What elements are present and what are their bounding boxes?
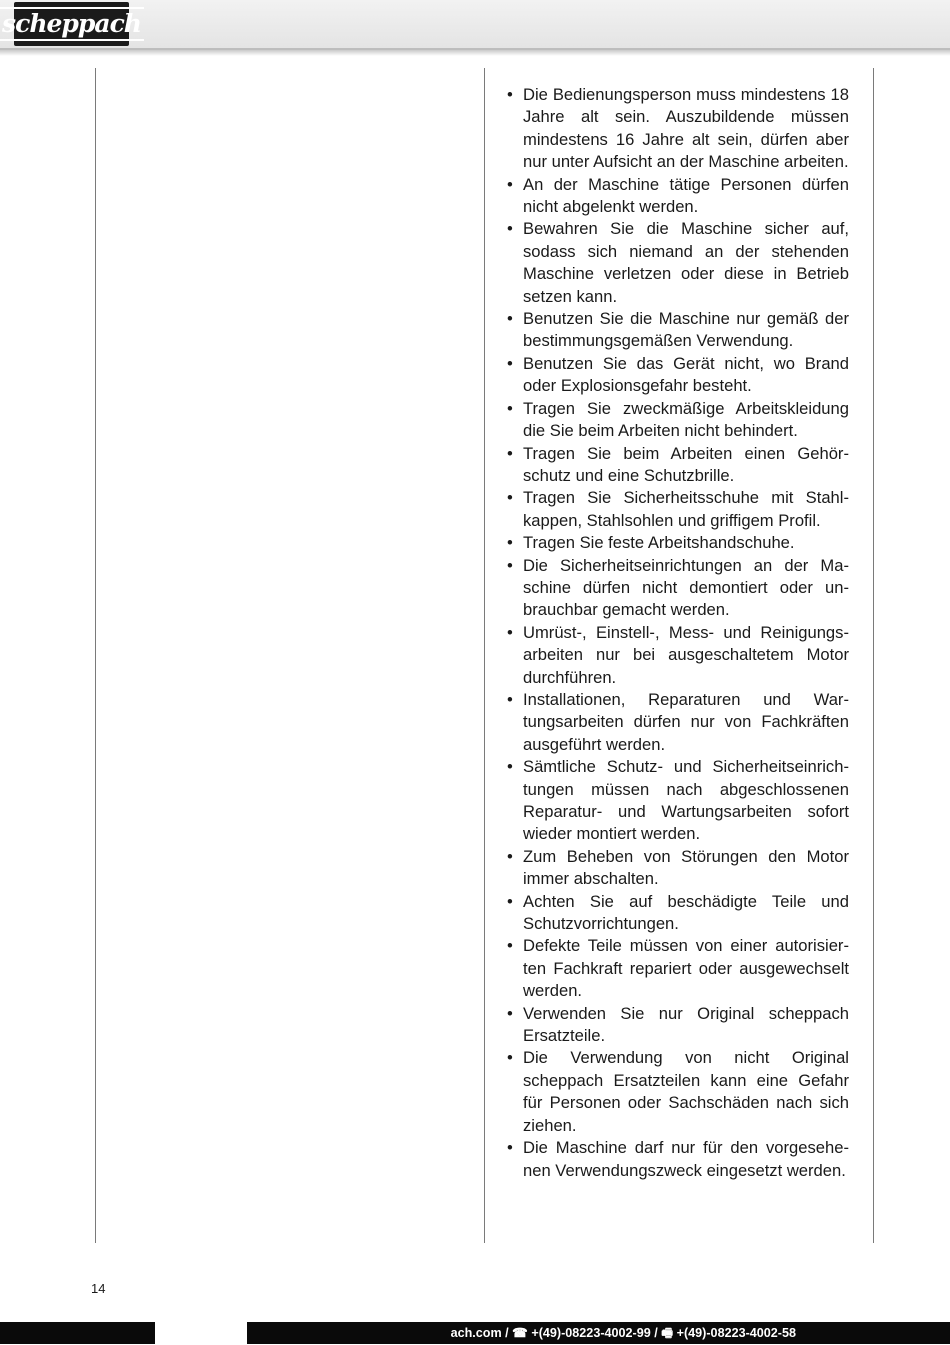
safety-rule-item: [507, 398, 849, 443]
safety-rule-text: Die Maschine darf nur für den vorgesehenen Verwendungszweck eingesetzt werden.: [523, 1138, 849, 1180]
safety-rule-text: Tragen Sie Sicherheitsschuhe mit Stahlkappen, Stahlsohlen und griffigem Profil.: [523, 488, 849, 530]
safety-rule-text: Die Verwendung von nicht Original scheppach Ersatzteilen kann eine Gefahr für Personen oder Sachschäden nach sich ziehen.: [523, 1048, 849, 1135]
bullet-icon: •: [507, 398, 513, 418]
safety-rule-item: [507, 443, 849, 488]
safety-rule-item: [507, 353, 849, 398]
bullet-icon: •: [507, 936, 513, 956]
bullet-icon: •: [507, 533, 513, 553]
safety-rule-item: [507, 84, 849, 174]
scheppach-logo: [2, 2, 141, 46]
safety-rule-item: [507, 1137, 849, 1182]
safety-rule-item: [507, 622, 849, 689]
footer-gap: [155, 1322, 247, 1344]
bullet-icon: •: [507, 1048, 513, 1068]
safety-rule-item: [507, 846, 849, 891]
safety-rule-item: [507, 689, 849, 756]
column-divider-left: [95, 68, 96, 1243]
safety-rule-item: [507, 935, 849, 1002]
safety-rule-text: Tragen Sie feste Arbeitshandschuhe.: [523, 533, 795, 553]
bullet-icon: •: [507, 353, 513, 373]
safety-rule-text: Zum Beheben von Störungen den Motor immer abschalten.: [523, 846, 849, 889]
bullet-icon: •: [507, 846, 513, 866]
bullet-icon: •: [507, 1138, 513, 1158]
bullet-icon: •: [507, 309, 513, 329]
bullet-icon: •: [507, 443, 513, 463]
logo-text: scheppach: [0, 7, 144, 41]
bullet-icon: •: [507, 219, 513, 239]
bullet-icon: •: [507, 488, 513, 508]
safety-rules-list: [507, 84, 849, 1182]
safety-rule-item: [507, 308, 849, 353]
safety-rule-text: Benutzen Sie die Maschine nur gemäß der bestimmungsgemäßen Verwendung.: [523, 309, 849, 351]
safety-rule-text: Umrüst-, Einstell-, Mess- und Reinigungsarbeiten nur bei ausgeschaltetem Motor durchführen.: [523, 622, 849, 687]
safety-rule-text: Achten Sie auf beschädigte Teile und Schutzvorrichtungen.: [523, 891, 849, 934]
bullet-icon: •: [507, 1003, 513, 1023]
column-divider-middle: [484, 68, 485, 1243]
safety-rule-text: Tragen Sie zweckmäßige Arbeitskleidung die Sie beim Arbeiten nicht behindert.: [523, 398, 849, 441]
bullet-icon: •: [507, 622, 513, 642]
safety-rule-text: Sämtliche Schutz- und Sicherheitseinrichtungen müssen nach abgeschlossenen Reparatur- und Wartungsarbeiten sofort wieder montiert werden.: [523, 757, 849, 844]
safety-rule-text: Verwenden Sie nur Original scheppach Ersatzteile.: [523, 1003, 849, 1046]
safety-rule-item: [507, 555, 849, 622]
bullet-icon: •: [507, 689, 513, 709]
safety-rule-item: [507, 1047, 849, 1137]
safety-rule-text: Bewahren Sie die Maschine sicher auf, sodass sich niemand an der stehenden Maschine verletzen oder diese in Betrieb setzen kann.: [523, 219, 849, 306]
bullet-icon: •: [507, 757, 513, 777]
safety-rule-text: An der Maschine tätige Personen dürfen nicht abgelenkt werden.: [523, 174, 849, 217]
safety-rule-text: Die Bedienungsperson muss mindestens 18 Jahre alt sein. Auszubildende müssen mindestens 16 Jahre alt sein, dürfen aber nur unter Aufsicht an der Maschine arbeiten.: [523, 85, 849, 172]
page-number: 14: [91, 1281, 106, 1296]
safety-rule-item: [507, 756, 849, 846]
column-divider-right: [873, 68, 874, 1243]
safety-rule-item: [507, 891, 849, 936]
safety-rule-item: [507, 174, 849, 219]
bullet-icon: •: [507, 85, 513, 104]
safety-rule-text: Defekte Teile müssen von einer autorisierten Fachkraft repariert oder ausgewechselt werden.: [523, 936, 849, 1001]
footer-contact: ach.com / ☎ +(49)-08223-4002-99 / 🖷 +(49)-08223-4002-58: [450, 1326, 796, 1340]
bullet-icon: •: [507, 174, 513, 194]
safety-rule-text: Installationen, Reparaturen und Wartungsarbeiten dürfen nur von Fachkräften ausgeführt werden.: [523, 689, 849, 754]
safety-rule-text: Tragen Sie beim Arbeiten einen Gehörschutz und eine Schutzbrille.: [523, 443, 849, 485]
header-shadow: [0, 50, 950, 56]
bullet-icon: •: [507, 555, 513, 575]
safety-rule-text: Die Sicherheitseinrichtungen an der Maschine dürfen nicht demontiert oder unbrauchbar gemacht werden.: [523, 555, 849, 620]
bullet-icon: •: [507, 891, 513, 911]
safety-rule-item: [507, 1003, 849, 1048]
safety-rule-text: Benutzen Sie das Gerät nicht, wo Brand oder Explosionsgefahr besteht.: [523, 353, 849, 396]
safety-rule-item: [507, 532, 849, 554]
page-header: [0, 0, 950, 50]
safety-rule-item: [507, 487, 849, 532]
safety-rule-item: [507, 218, 849, 308]
